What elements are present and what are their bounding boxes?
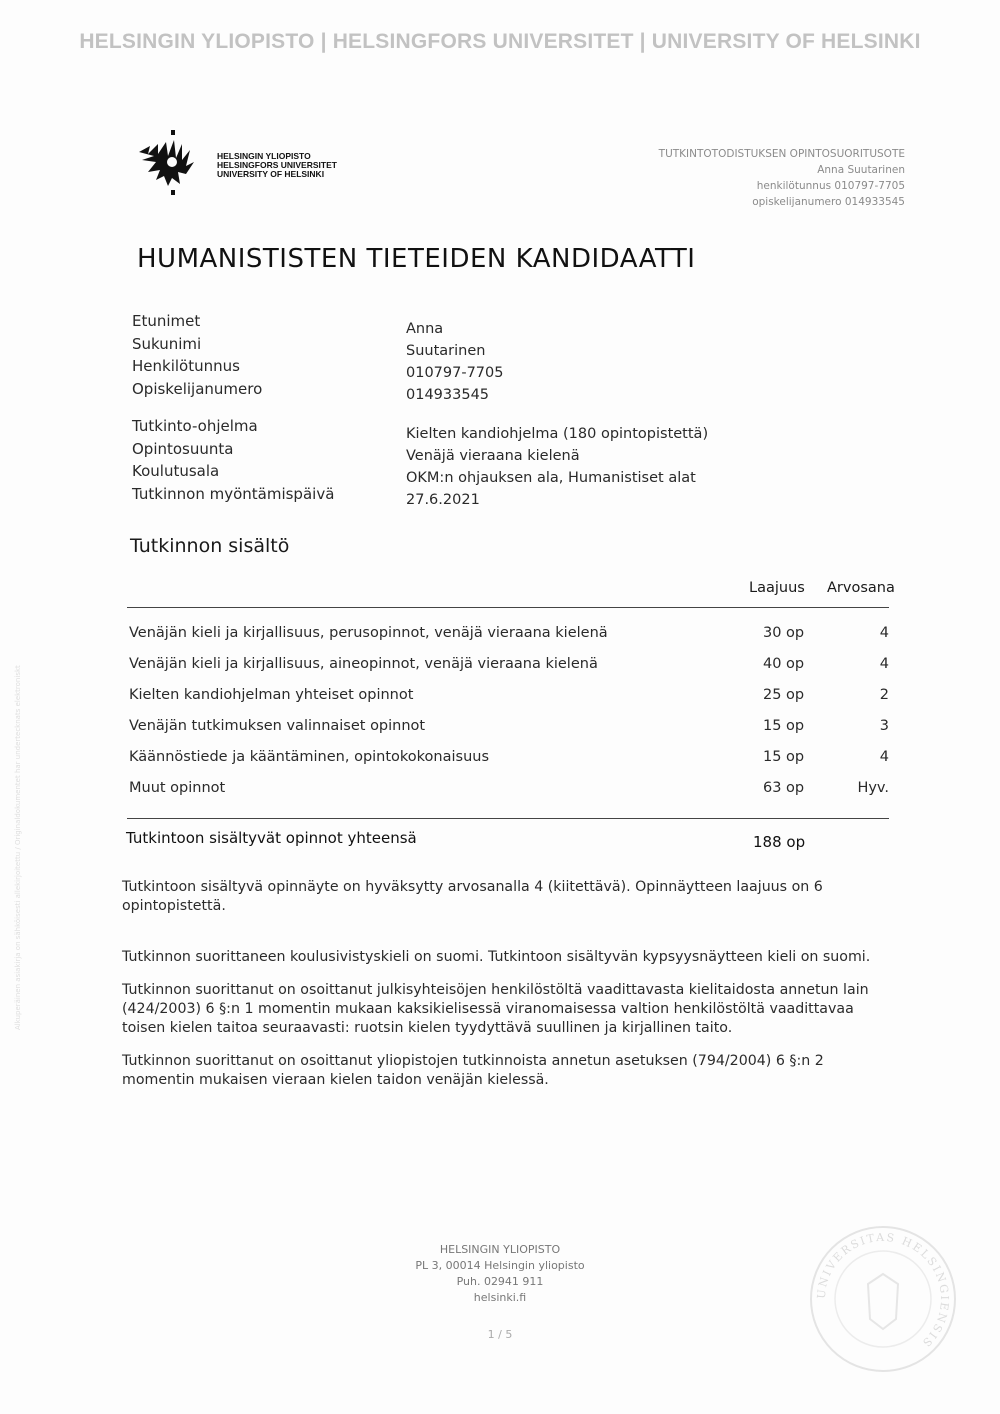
course-name: Kielten kandiohjelman yhteiset opinnot (129, 687, 414, 703)
field-value: Suutarinen (406, 343, 486, 359)
course-credits: 30 op (763, 625, 805, 641)
field-value: 27.6.2021 (406, 492, 480, 508)
table-row (127, 749, 893, 773)
course-grade: 4 (879, 656, 889, 672)
language-paragraph: Tutkinnon suorittaneen koulusivistyskieli on suomi. Tutkintoon sisältyvän kypsyysnäytteen kieli on suomi. (122, 949, 871, 965)
course-grade: 4 (879, 625, 889, 641)
table-bottom-rule (127, 818, 889, 819)
course-name: Muut opinnot (129, 780, 226, 796)
field-label: Sukunimi (132, 334, 202, 353)
seal-text: UNIVERSITAS HELSINGIENSIS (814, 1230, 952, 1351)
field-value: 014933545 (406, 387, 490, 403)
course-credits: 15 op (763, 718, 805, 734)
footer-link[interactable]: helsinki.fi (473, 1291, 527, 1304)
course-grade: 4 (879, 749, 889, 765)
header-name: Anna Suutarinen (817, 164, 905, 176)
footer-line: Puh. 02941 911 (456, 1275, 544, 1288)
header-personal-id: henkilötunnus 010797-7705 (756, 180, 905, 192)
logo-line: HELSINGFORS UNIVERSITET (217, 160, 337, 170)
thesis-paragraph: Tutkintoon sisältyvä opinnäyte on hyväksytty arvosanalla 4 (kiitettävä). Opinnäytteen laajuus on 6 opintopistettä. (122, 879, 823, 914)
field-label: Koulutusala (132, 462, 220, 480)
contents-title: Tutkinnon sisältö (130, 535, 290, 557)
field-label: Henkilötunnus (132, 357, 240, 375)
course-name: Venäjän kieli ja kirjallisuus, aineopinnot, venäjä vieraana kielenä (129, 656, 598, 672)
field-value: 010797-7705 (406, 365, 504, 381)
grade-column-header: Arvosana (827, 580, 895, 596)
field-label: Tutkinto-ohjelma (132, 417, 258, 435)
table-row (127, 625, 893, 649)
header-info (659, 146, 905, 210)
table-row (127, 687, 893, 711)
course-credits: 25 op (763, 687, 805, 703)
page-number: 1 / 5 (487, 1328, 513, 1341)
footer-line: HELSINGIN YLIOPISTO (439, 1243, 561, 1256)
document-type: TUTKINTOTODISTUKSEN OPINTOSUORITUSOTE (658, 148, 905, 160)
course-name: Venäjän kieli ja kirjallisuus, perusopinnot, venäjä vieraana kielenä (129, 625, 608, 641)
field-label: Etunimet (132, 312, 201, 330)
university-seal-icon (808, 1224, 958, 1374)
foreign-language-paragraph: Tutkinnon suorittanut on osoittanut yliopistojen tutkinnoista annetun asetuksen (794/2004) 6 §:n 2 momentin mukaisen vieraan kielen taidon venäjän kielessä. (122, 1053, 824, 1088)
table-top-rule (127, 607, 889, 608)
course-grade: 2 (879, 687, 889, 703)
course-credits: 15 op (763, 749, 805, 765)
logo-line: UNIVERSITY OF HELSINKI (217, 169, 325, 179)
table-row (127, 656, 893, 680)
university-banner: HELSINGIN YLIOPISTO | HELSINGFORS UNIVERSITET | UNIVERSITY OF HELSINKI (79, 30, 921, 53)
field-label: Opintosuunta (132, 439, 234, 458)
footer-line: PL 3, 00014 Helsingin yliopisto (415, 1259, 585, 1272)
person-values (406, 318, 504, 406)
course-credits: 40 op (763, 656, 805, 672)
field-label: Opiskelijanumero (132, 379, 263, 398)
course-name: Venäjän tutkimuksen valinnaiset opinnot (129, 718, 426, 734)
field-value: OKM:n ohjauksen ala, Humanistiset alat (406, 470, 696, 486)
logo-line: HELSINGIN YLIOPISTO (217, 151, 311, 161)
field-label: Tutkinnon myöntämispäivä (132, 484, 335, 503)
course-name: Käännöstiede ja kääntäminen, opintokokonaisuus (129, 749, 490, 765)
total-value: 188 op (753, 833, 806, 851)
course-grade: 3 (879, 718, 889, 734)
field-value: Kielten kandiohjelma (180 opintopistettä) (406, 426, 709, 442)
programme-labels (132, 415, 334, 505)
total-label: Tutkintoon sisältyvät opinnot yhteensä (126, 829, 417, 847)
degree-title: HUMANISTISTEN TIETEIDEN KANDIDAATTI (137, 244, 696, 274)
course-grade: Hyv. (857, 780, 889, 796)
field-value: Anna (406, 321, 444, 337)
credits-column-header: Laajuus (749, 580, 805, 596)
logo-wordmark (217, 152, 337, 179)
table-row (127, 780, 893, 804)
programme-values (406, 423, 708, 511)
header-student-number: opiskelijanumero 014933545 (752, 196, 905, 208)
course-credits: 63 op (763, 780, 805, 796)
table-row (127, 718, 893, 742)
person-labels (132, 310, 262, 400)
swedish-skill-paragraph: Tutkinnon suorittanut on osoittanut julkisyhteisöjen henkilöstöltä vaadittavasta kielitaidosta annetun lain (424/2003) 6 §:n 1 momentin mukaan kaksikielisessä viranomaisessa valtion henkilöstöltä vaadittavaa toisen kielen taitoa seuraavasti: ruotsin kielen tyydyttävä suullinen ja kirjallinen taito. (122, 982, 869, 1036)
field-value: Venäjä vieraana kielenä (406, 448, 580, 464)
side-note: Alkuperäinen asiakirja on sähköisesti allekirjoitettu / Originaldokumentet har undertecknats elektroniskt (14, 665, 22, 1030)
